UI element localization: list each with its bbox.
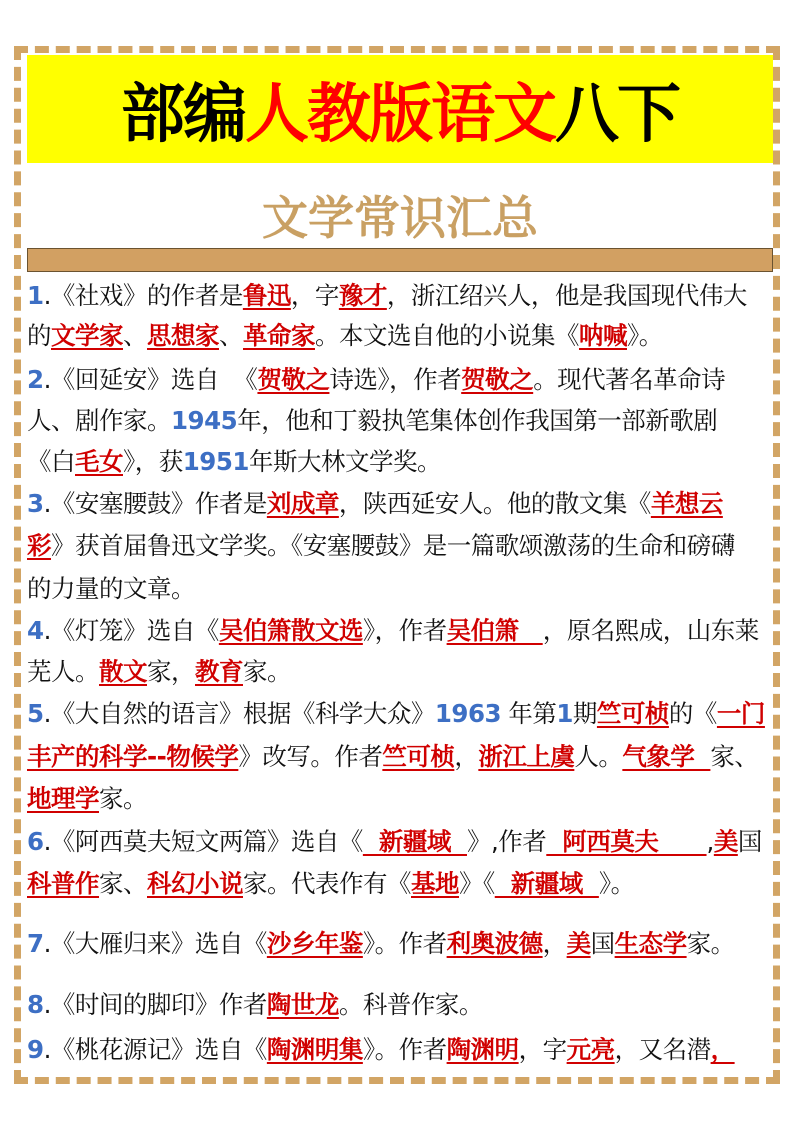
text-line	[27, 319, 777, 353]
answer-highlight: 教育	[195, 657, 243, 686]
text-segment: 家、	[710, 742, 759, 771]
text-segment: 》。	[627, 321, 663, 350]
text-segment: 家、	[99, 869, 147, 898]
answer-highlight: 浙江上虞	[478, 742, 575, 771]
title-banner	[27, 55, 773, 163]
answer-highlight: 思想家	[147, 321, 219, 350]
text-line	[27, 988, 777, 1022]
text-segment: 家。	[243, 657, 291, 686]
text-segment: 家。代表作有《	[243, 869, 411, 898]
text-line	[27, 1033, 777, 1067]
text-segment: 》。作者	[362, 929, 447, 958]
answer-highlight: 竺可桢	[596, 699, 669, 728]
answer-highlight: 彩	[27, 531, 51, 560]
text-line	[27, 445, 777, 479]
divider-bar	[27, 248, 773, 272]
text-segment: .《时间的脚印》作者	[43, 990, 267, 1019]
answer-highlight: 科普作	[27, 869, 99, 898]
text-segment: ，	[454, 742, 479, 771]
title-part-2: 人教版语文	[245, 78, 555, 152]
text-segment: 、	[123, 321, 147, 350]
text-segment: ，陕西延安人。他的散文集《	[338, 489, 651, 518]
number-highlight: 7	[27, 929, 44, 958]
answer-highlight: 陶渊明	[446, 1035, 519, 1064]
text-segment: 》。作者	[362, 1035, 447, 1064]
text-segment: 的《	[668, 699, 717, 728]
answer-highlight: 文学家	[51, 321, 123, 350]
text-segment: 的力量的文章。	[27, 574, 195, 603]
text-line	[27, 867, 777, 901]
answer-highlight: 吴伯箫	[446, 616, 543, 645]
text-line	[27, 279, 777, 313]
text-segment: 人、剧作家。	[27, 406, 171, 435]
answer-highlight: 豫才	[338, 281, 387, 310]
text-line	[27, 655, 777, 689]
answer-highlight: 竺可桢	[382, 742, 455, 771]
text-segment: 家。	[99, 784, 147, 813]
text-segment: .《回延安》选自 《	[43, 365, 258, 394]
answer-highlight: 一门	[716, 699, 765, 728]
subtitle: 文学常识汇总	[262, 191, 538, 245]
text-segment: 人。	[574, 742, 623, 771]
answer-highlight: 气象学	[622, 742, 711, 771]
text-line	[27, 740, 777, 774]
text-segment: 家。	[686, 929, 735, 958]
answer-highlight: 贺敬之	[461, 365, 534, 394]
number-highlight: 1	[556, 699, 573, 728]
answer-highlight: 羊想云	[650, 489, 723, 518]
text-segment: ，字	[518, 1035, 567, 1064]
text-line	[27, 697, 777, 731]
number-highlight: 8	[27, 990, 44, 1019]
text-segment: 。本文选自他的小说集《	[315, 321, 579, 350]
text-line	[27, 404, 777, 438]
number-highlight: 1951	[182, 447, 249, 476]
text-segment: ,	[706, 827, 714, 856]
number-highlight: 9	[27, 1035, 44, 1064]
text-segment: 诗选》，作者	[329, 365, 462, 394]
text-segment: 《白	[27, 447, 75, 476]
answer-highlight: 新疆域	[362, 827, 467, 856]
text-line	[27, 529, 777, 563]
text-segment: 》,作者	[466, 827, 547, 856]
text-line	[27, 614, 777, 648]
text-segment: 》。	[598, 869, 635, 898]
answer-highlight: 基地	[411, 869, 459, 898]
text-line	[27, 825, 777, 859]
answer-highlight: 生态学	[614, 929, 687, 958]
number-highlight: 5	[27, 699, 44, 728]
answer-highlight: 沙乡年鉴	[266, 929, 363, 958]
text-line	[27, 487, 777, 521]
answer-highlight: 陶世龙	[266, 990, 339, 1019]
answer-highlight: 刘成章	[266, 489, 339, 518]
text-segment: .《大自然的语言》根据《科学大众》	[43, 699, 435, 728]
answer-highlight: 吴伯箫散文选	[218, 616, 363, 645]
text-segment: 》，获	[123, 447, 183, 476]
text-segment: 。现代著名革命诗	[533, 365, 726, 394]
answer-highlight: 贺敬之	[257, 365, 330, 394]
answer-highlight: 陶渊明集	[266, 1035, 363, 1064]
answer-highlight: 美	[566, 929, 591, 958]
text-segment: ，	[542, 929, 567, 958]
answer-highlight: 新疆域	[494, 869, 599, 898]
answer-highlight: 丰产的科学--物候学	[27, 742, 239, 771]
answer-highlight: 鲁迅	[242, 281, 291, 310]
answer-highlight: 美	[713, 827, 738, 856]
answer-highlight: ，	[710, 1035, 735, 1064]
text-segment: 、	[219, 321, 243, 350]
title-part-3: 八下	[555, 78, 679, 152]
text-line	[27, 572, 777, 606]
answer-highlight: 地理学	[27, 784, 99, 813]
number-highlight: 6	[27, 827, 44, 856]
text-segment: .《阿西莫夫短文两篇》选自《	[43, 827, 363, 856]
text-line	[27, 927, 777, 961]
text-line	[27, 782, 777, 816]
text-segment: .《大雁归来》选自《	[43, 929, 267, 958]
text-segment: ，浙江绍兴人，他是我国现代伟大	[386, 281, 747, 310]
number-highlight: 4	[27, 616, 44, 645]
text-segment: 年，他和丁毅执笔集体创作我国第一部新歌剧	[237, 406, 718, 435]
text-segment: 期	[572, 699, 597, 728]
text-segment: .《灯笼》选自《	[43, 616, 219, 645]
text-segment: 年第	[501, 699, 557, 728]
text-segment: 家，	[147, 657, 195, 686]
answer-highlight: 利奥波德	[446, 929, 543, 958]
answer-highlight: 阿西莫夫	[546, 827, 707, 856]
text-segment: 芜人。	[27, 657, 99, 686]
text-segment: 年斯大林文学奖。	[248, 447, 441, 476]
answer-highlight: 呐喊	[579, 321, 627, 350]
text-segment: .《安塞腰鼓》作者是	[43, 489, 267, 518]
answer-highlight: 元亮	[566, 1035, 615, 1064]
text-segment: ，字	[290, 281, 339, 310]
text-segment: 国	[737, 827, 762, 856]
text-segment: 》改写。作者	[238, 742, 383, 771]
text-line	[27, 363, 777, 397]
number-highlight: 3	[27, 489, 44, 518]
text-segment: 》，作者	[362, 616, 447, 645]
text-segment: 的	[27, 321, 51, 350]
text-segment: 国	[590, 929, 615, 958]
answer-highlight: 科幻小说	[147, 869, 243, 898]
text-segment: ，又名潜	[614, 1035, 711, 1064]
text-segment: 》《	[459, 869, 495, 898]
number-highlight: 1945	[171, 406, 238, 435]
text-segment: .《桃花源记》选自《	[43, 1035, 267, 1064]
text-segment: 。科普作家。	[338, 990, 483, 1019]
text-segment: ，原名熙成，山东莱	[542, 616, 759, 645]
number-highlight: 2	[27, 365, 44, 394]
title-part-1: 部编	[121, 78, 245, 152]
number-highlight: 1963	[434, 699, 502, 728]
text-segment: 》获首届鲁迅文学奖。《安塞腰鼓》是一篇歌颂激荡的生命和磅礴	[51, 531, 735, 560]
number-highlight: 1	[27, 281, 44, 310]
answer-highlight: 革命家	[243, 321, 315, 350]
answer-highlight: 毛女	[75, 447, 123, 476]
text-segment: .《社戏》的作者是	[43, 281, 243, 310]
answer-highlight: 散文	[99, 657, 147, 686]
